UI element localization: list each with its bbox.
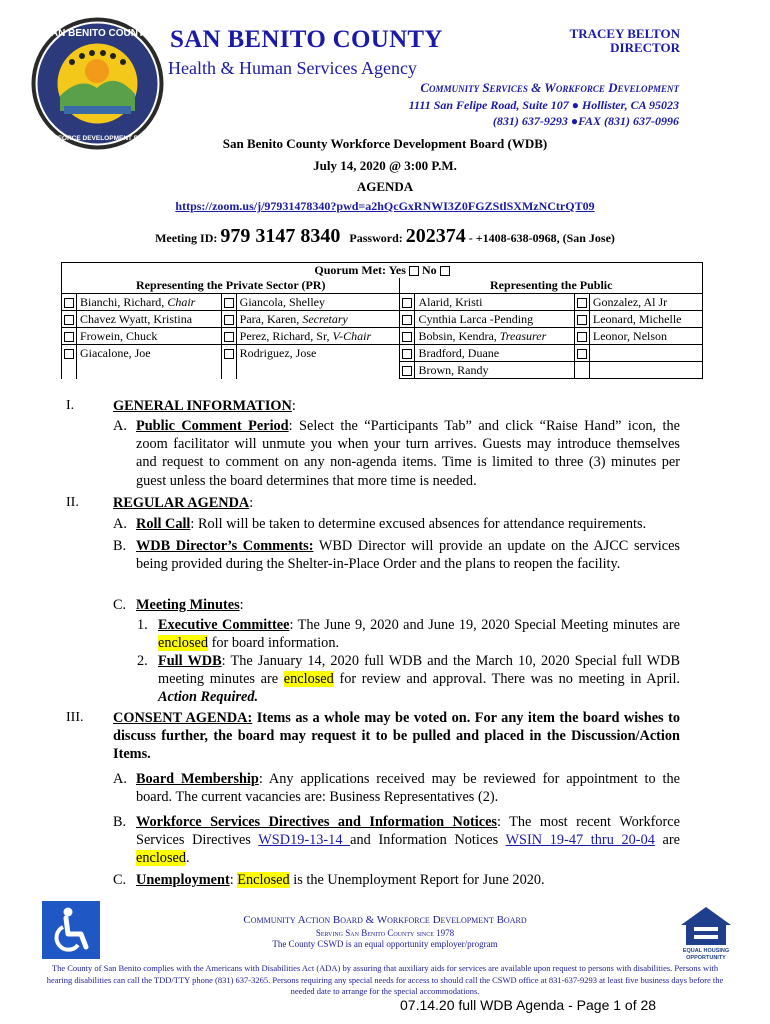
member-name-cell: [77, 311, 222, 328]
agenda-label: AGENDA: [356, 179, 414, 194]
roster-row: [62, 328, 703, 345]
quorum-row: [62, 263, 703, 279]
attendance-checkbox[interactable]: [224, 298, 234, 308]
roster-checkbox-cell: [62, 294, 77, 311]
roster-row: [62, 294, 703, 311]
attendance-roster-table: [61, 262, 703, 379]
item-letter: A.: [113, 516, 127, 532]
member-name-cell: [589, 362, 702, 379]
quorum-no-checkbox[interactable]: [440, 266, 450, 276]
section-title: REGULAR AGENDA: [113, 495, 250, 511]
section-number: II.: [66, 495, 79, 510]
member-name-cell: [236, 362, 400, 379]
member-name: Brown, Randy: [418, 362, 489, 377]
member-name-cell: [589, 345, 702, 362]
item-text: :: [229, 872, 238, 888]
member-name-cell: [589, 311, 702, 328]
member-name: Bradford, Duane: [418, 345, 500, 360]
member-name: Leonor, Nelson: [592, 328, 668, 343]
item-title: Public Comment Period: [136, 418, 289, 434]
unemployment-paragraph: [136, 871, 680, 889]
subitem-title: Full WDB: [158, 653, 222, 669]
footer-ada-notice: The County of San Benito complies with the Americans with Disabilities Act (ADA) by assuring that auxiliary aids for services are available upon request to persons with disabilities. Persons with hearing disabilities can call the TDD/TTY phone (831) 637-3265. Persons requiring any special needs for access to should call the CSWD office at 831-637-9293 at least five business days before the needed date to arrange for the special accommodations.: [46, 963, 724, 996]
roster-row: [62, 345, 703, 362]
member-role: Chair: [167, 294, 196, 309]
item-text: : Any applications received may be reviewed for appointment to the board. The current vacancies are: Business Representatives (2).: [136, 771, 680, 806]
section-general-information: GENERAL INFORMATION:: [113, 398, 296, 414]
wdb-seal-logo: [30, 16, 165, 151]
enclosed-highlight: Enclosed: [237, 872, 290, 888]
member-name-cell: [415, 294, 574, 311]
public-sector-header: Representing the Public: [400, 278, 703, 294]
attendance-checkbox[interactable]: [577, 298, 587, 308]
subitem-text-end: for review and approval. There was no meeting in April.: [333, 671, 681, 688]
meeting-minutes-heading: Meeting Minutes:: [136, 597, 244, 613]
item-letter: B.: [113, 538, 127, 554]
subitem-number: 1.: [137, 617, 148, 633]
member-name: Bobsin, Kendra,: [418, 328, 500, 343]
member-name: Rodriguez, Jose: [239, 345, 317, 360]
subitem-text: : The June 9, 2020 and June 19, 2020 Special Meeting minutes are: [289, 617, 681, 633]
footer-serving-line: Serving San Benito County since 1978: [315, 928, 455, 938]
member-name-cell: [589, 294, 702, 311]
attendance-checkbox[interactable]: [64, 315, 74, 325]
zoom-link[interactable]: https://zoom.us/j/97931478340?pwd=a2hQcGxRNWI3Z0FGZStlSXMzNCtrQT09: [175, 199, 595, 213]
director-title: DIRECTOR: [610, 40, 680, 55]
public-comment-paragraph: [136, 417, 680, 490]
attendance-checkbox[interactable]: [64, 332, 74, 342]
subitem-text-end: for board information.: [208, 635, 340, 652]
roster-checkbox-cell: [400, 345, 415, 362]
member-name-cell: [77, 345, 222, 362]
item-text-end: is the Unemployment Report for June 2020.: [289, 872, 545, 888]
roster-checkbox-cell: [221, 328, 236, 345]
roster-checkbox-cell: [221, 345, 236, 362]
roster-checkbox-cell: [400, 362, 415, 379]
member-name: Giancola, Shelley: [239, 294, 325, 309]
roster-checkbox-cell: [221, 362, 236, 379]
section-title: CONSENT AGENDA:: [113, 710, 253, 726]
roster-body: [62, 294, 703, 379]
password-label: Password:: [349, 231, 403, 245]
full-wdb-paragraph: [158, 652, 680, 707]
attendance-checkbox[interactable]: [402, 366, 412, 376]
attendance-checkbox[interactable]: [402, 349, 412, 359]
member-name-cell: [236, 345, 400, 362]
item-text-mid: and Information Notices: [350, 832, 506, 849]
county-name: SAN BENITO COUNTY: [170, 26, 443, 53]
member-name-cell: [236, 294, 400, 311]
member-role: Treasurer: [499, 328, 547, 343]
roster-checkbox-cell: [62, 311, 77, 328]
director-comments-paragraph: [136, 537, 680, 573]
svg-text:WORKFORCE DEVELOPMENT BOARD: WORKFORCE DEVELOPMENT BOARD: [37, 135, 158, 142]
item-text-end: .: [186, 850, 190, 867]
member-name: Bianchi, Richard,: [80, 294, 168, 309]
roll-call-paragraph: [136, 515, 680, 533]
item-title: WDB Director’s Comments:: [136, 538, 314, 554]
item-text: : Roll will be taken to determine excused absences for attendance requirements.: [190, 516, 647, 532]
member-name: Para, Karen,: [239, 311, 303, 326]
meeting-title: San Benito County Workforce Development Board (WDB): [222, 136, 548, 151]
item-title: Unemployment: [136, 872, 230, 888]
roster-checkbox-cell: [62, 328, 77, 345]
meeting-id: 979 3147 8340: [220, 225, 341, 247]
phone-dial-in: - +1408-638-0968, (San Jose): [468, 231, 615, 245]
executive-committee-paragraph: [158, 616, 680, 652]
member-name: Chavez Wyatt, Kristina: [80, 311, 193, 326]
item-text: : Select the “Participants Tab” and click “Raise Hand” icon, the zoom facilitator will unmute you when your turn arrives. Guests may introduce themselves and request to comment on any non-agenda items. Time is limited to three (3) minutes per guest unless the board determines that more time is needed.: [136, 418, 680, 489]
item-text: : The most recent Workforce Services Directives: [136, 814, 680, 849]
member-name-cell: [415, 362, 574, 379]
attendance-checkbox[interactable]: [224, 349, 234, 359]
wsd-link[interactable]: WSD19-13-14: [258, 832, 351, 849]
member-role: V-Chair: [332, 328, 372, 343]
member-name-cell: [236, 328, 400, 345]
member-name: Cynthia Larca -Pending: [418, 311, 534, 326]
member-name-cell: [236, 311, 400, 328]
section-number: III.: [66, 710, 84, 725]
attendance-checkbox[interactable]: [402, 298, 412, 308]
attendance-checkbox[interactable]: [577, 332, 587, 342]
member-name-cell: [415, 345, 574, 362]
roster-checkbox-cell: [400, 328, 415, 345]
item-letter: C.: [113, 597, 127, 613]
subitem-text: : The January 14, 2020 full WDB and the March 10, 2020 Special full WDB meeting minutes are: [158, 653, 680, 688]
page-number: 07.14.20 full WDB Agenda - Page 1 of 28: [400, 997, 657, 1013]
member-name: Perez, Richard, Sr,: [239, 328, 333, 343]
attendance-checkbox[interactable]: [224, 315, 234, 325]
item-title: Board Membership: [136, 771, 259, 787]
member-name-cell: [77, 328, 222, 345]
directives-notices-paragraph: [136, 813, 680, 868]
svg-text:OPPORTUNITY: OPPORTUNITY: [686, 955, 726, 961]
item-letter: C.: [113, 872, 127, 888]
phone-fax-line: (831) 637-9293 ●FAX (831) 637-0996: [492, 114, 679, 128]
member-name: Alarid, Kristi: [418, 294, 483, 309]
member-name: Frowein, Chuck: [80, 328, 158, 343]
board-membership-paragraph: [136, 770, 680, 806]
agency-name: Health & Human Services Agency: [168, 58, 417, 78]
section-text: Items as a whole may be voted on. For any item the board wishes to discuss further, the board may request it to be pulled and placed in the Discussion/Action Items.: [113, 710, 680, 763]
item-letter: A.: [113, 418, 127, 434]
enclosed-highlight: enclosed: [136, 850, 187, 867]
consent-agenda-paragraph: [113, 709, 680, 764]
item-text-mid2: are: [654, 832, 681, 849]
member-name-cell: [77, 294, 222, 311]
member-name-cell: [77, 362, 222, 379]
roster-checkbox-cell: [221, 311, 236, 328]
member-name-cell: [415, 311, 574, 328]
subitem-title: Executive Committee: [158, 617, 290, 633]
attendance-checkbox[interactable]: [402, 332, 412, 342]
enclosed-highlight: enclosed: [158, 635, 209, 652]
roster-row: [62, 311, 703, 328]
svg-text:EQUAL HOUSING: EQUAL HOUSING: [682, 948, 730, 954]
director-name: TRACEY BELTON: [569, 26, 680, 41]
roster-checkbox-cell: [400, 294, 415, 311]
roster-checkbox-cell: [221, 294, 236, 311]
enclosed-highlight: enclosed: [283, 671, 334, 688]
quorum-yes-checkbox[interactable]: [409, 266, 419, 276]
action-required: Action Required.: [158, 689, 259, 706]
item-title: Meeting Minutes: [136, 597, 240, 613]
roster-checkbox-cell: [62, 345, 77, 362]
quorum-label: Quorum Met: Yes: [314, 263, 406, 277]
roster-checkbox-cell: [574, 345, 589, 362]
roster-checkbox-cell: [574, 294, 589, 311]
wsin-link[interactable]: WSIN 19-47 thru 20-04: [505, 832, 655, 849]
attendance-checkbox[interactable]: [402, 315, 412, 325]
item-letter: A.: [113, 771, 127, 787]
section-regular-agenda: REGULAR AGENDA:: [113, 495, 254, 511]
member-name-cell: [589, 328, 702, 345]
attendance-checkbox[interactable]: [64, 298, 74, 308]
meeting-id-row: [0, 225, 770, 248]
section-number: I.: [66, 398, 75, 413]
roster-checkbox-cell: [574, 328, 589, 345]
quorum-no-label: No: [421, 263, 437, 277]
attendance-checkbox[interactable]: [577, 315, 587, 325]
attendance-checkbox[interactable]: [64, 349, 74, 359]
item-letter: B.: [113, 814, 127, 830]
member-name: Giacalone, Joe: [80, 345, 151, 360]
svg-text:SAN BENITO COUNTY: SAN BENITO COUNTY: [44, 28, 151, 39]
roster-checkbox-cell: [574, 311, 589, 328]
item-title: Workforce Services Directives and Information Notices: [136, 814, 497, 830]
roster-checkbox-cell: [574, 362, 589, 379]
item-text: WBD Director will provide an update on the AJCC services being provided during the Shelter-in-Place Order and the plans to reopen the facility.: [136, 538, 680, 573]
attendance-checkbox[interactable]: [224, 332, 234, 342]
member-name: Leonard, Michelle: [592, 311, 682, 326]
member-name: Gonzalez, Al Jr: [592, 294, 668, 309]
footer-board-line: Community Action Board & Workforce Development Board: [243, 914, 527, 926]
roster-row: [62, 362, 703, 379]
attendance-checkbox[interactable]: [577, 349, 587, 359]
item-title: Roll Call: [136, 516, 191, 532]
member-name-cell: [415, 328, 574, 345]
section-title: GENERAL INFORMATION: [113, 398, 292, 414]
password: 202374: [405, 225, 466, 247]
division-name: Community Services & Workforce Development: [420, 80, 679, 95]
office-address: 1111 San Felipe Road, Suite 107 ● Hollister, CA 95023: [408, 98, 679, 112]
subitem-number: 2.: [137, 653, 148, 669]
private-sector-header: Representing the Private Sector (PR): [62, 278, 400, 294]
meeting-id-label: Meeting ID:: [155, 231, 218, 245]
roster-checkbox-cell: [62, 362, 77, 379]
member-role: Secretary: [302, 311, 348, 326]
footer-eeo-line: The County CSWD is an equal opportunity employer/program: [272, 939, 498, 949]
roster-checkbox-cell: [400, 311, 415, 328]
meeting-date: July 14, 2020 @ 3:00 P.M.: [313, 158, 457, 173]
